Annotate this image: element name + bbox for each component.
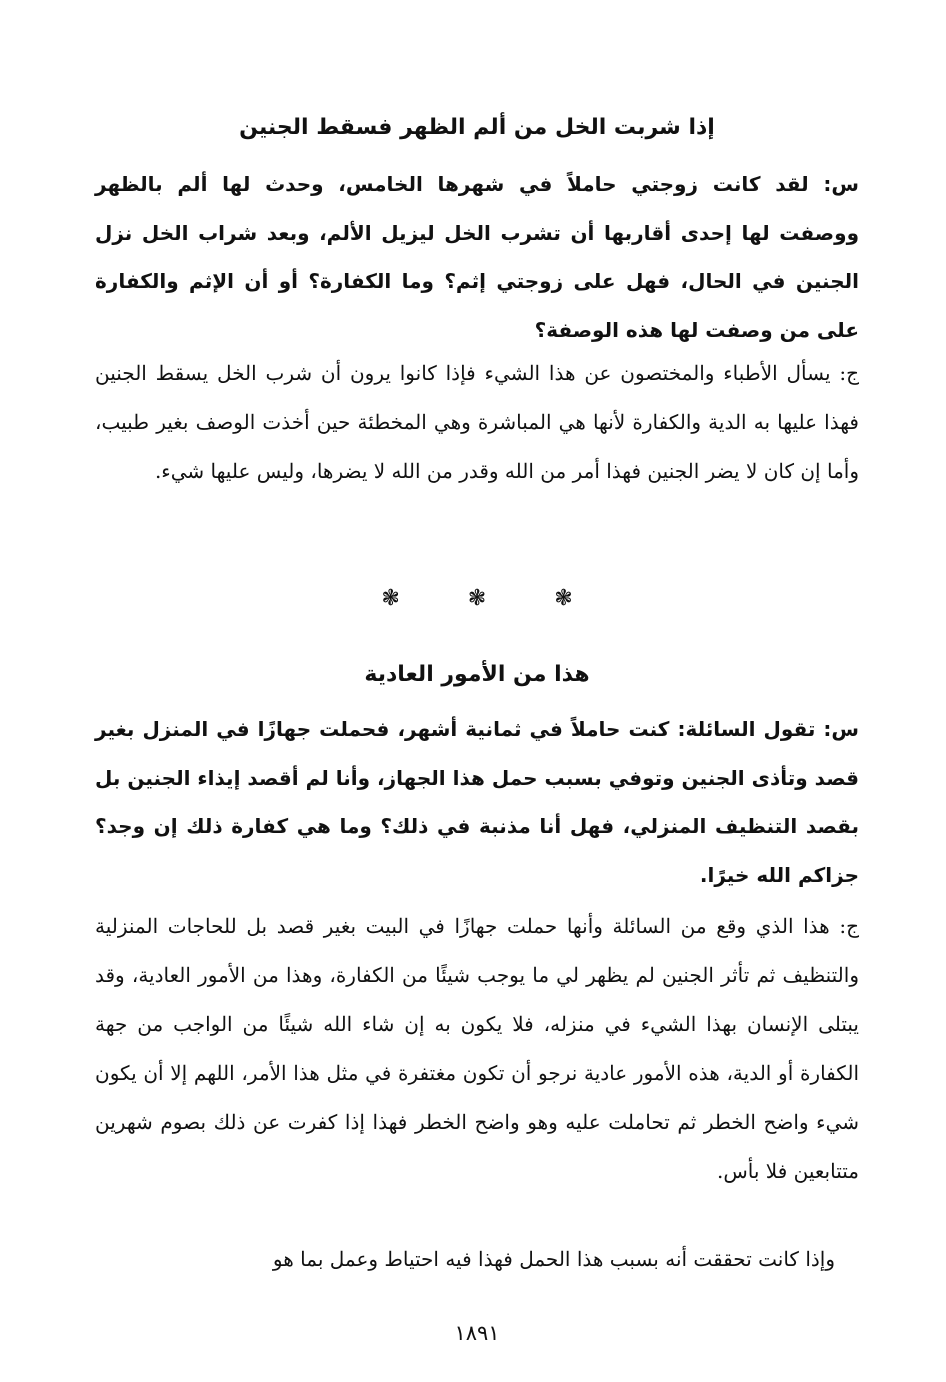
separator-star: ❃	[467, 586, 487, 611]
section-2-answer-continued: وإذا كانت تحققت أنه بسبب هذا الحمل فهذا فيه احتياط وعمل بما هو	[272, 1247, 835, 1271]
section-2-question: س: تقول السائلة: كنت حاملاً في ثمانية أشهر، فحملت جهازًا في المنزل بغير قصد وتأذى الجنين وتوفي بسبب حمل هذا الجهاز، وأنا لم أقصد إيذاء الجنين بل بقصد التنظيف المنزلي، فهل أنا مذنبة في ذلك؟ وما هي كفارة ذلك إن وجد؟ جزاكم الله خيرًا.	[95, 717, 859, 887]
separator-star: ❃	[554, 586, 573, 611]
separator-star: ❃	[381, 586, 400, 611]
section-1-title: إذا شربت الخل من ألم الظهر فسقط الجنين	[239, 115, 715, 140]
section-2-title: هذا من الأمور العادية	[364, 662, 590, 687]
page-number: ١٨٩١	[454, 1321, 500, 1345]
section-separator	[95, 584, 859, 614]
section-2-answer: ج: هذا الذي وقع من السائلة وأنها حملت جهازًا في البيت بغير قصد بل للحاجات المنزلية والتنظيف ثم تأثر الجنين لم يظهر لي ما يوجب شيئًا من الكفارة، وهذا من الأمور العادية، وقد يبتلى الإنسان بهذا الشيء في منزله، فلا يكون به إن شاء الله شيئًا من الواجب من جهة الكفارة أو الدية، هذه الأمور عادية نرجو أن تكون مغتفرة في مثل هذا الأمر، اللهم إلا أن يكون شيء واضح الخطر ثم تحاملت عليه وهو واضح الخطر فهذا إذا كفرت عن ذلك بصوم شهرين متتابعين فلا بأس.	[95, 914, 859, 1183]
section-1-answer: ج: يسأل الأطباء والمختصون عن هذا الشيء فإذا كانوا يرون أن شرب الخل يسقط الجنين فهذا عليها به الدية والكفارة لأنها هي المباشرة وهي المخطئة حين أخذت الوصف بغير طبيب، وأما إن كان لا يضر الجنين فهذا أمر من الله وقدر من الله لا يضرها، وليس عليها شيء.	[95, 361, 859, 483]
section-1-question: س: لقد كانت زوجتي حاملاً في شهرها الخامس، وحدث لها ألم بالظهر ووصفت لها إحدى أقاربها أن تشرب الخل ليزيل الألم، وبعد شراب الخل نزل الجنين في الحال، فهل على زوجتي إثم؟ وما الكفارة؟ أو أن الإثم والكفارة على من وصفت لها هذه الوصفة؟	[95, 172, 859, 342]
